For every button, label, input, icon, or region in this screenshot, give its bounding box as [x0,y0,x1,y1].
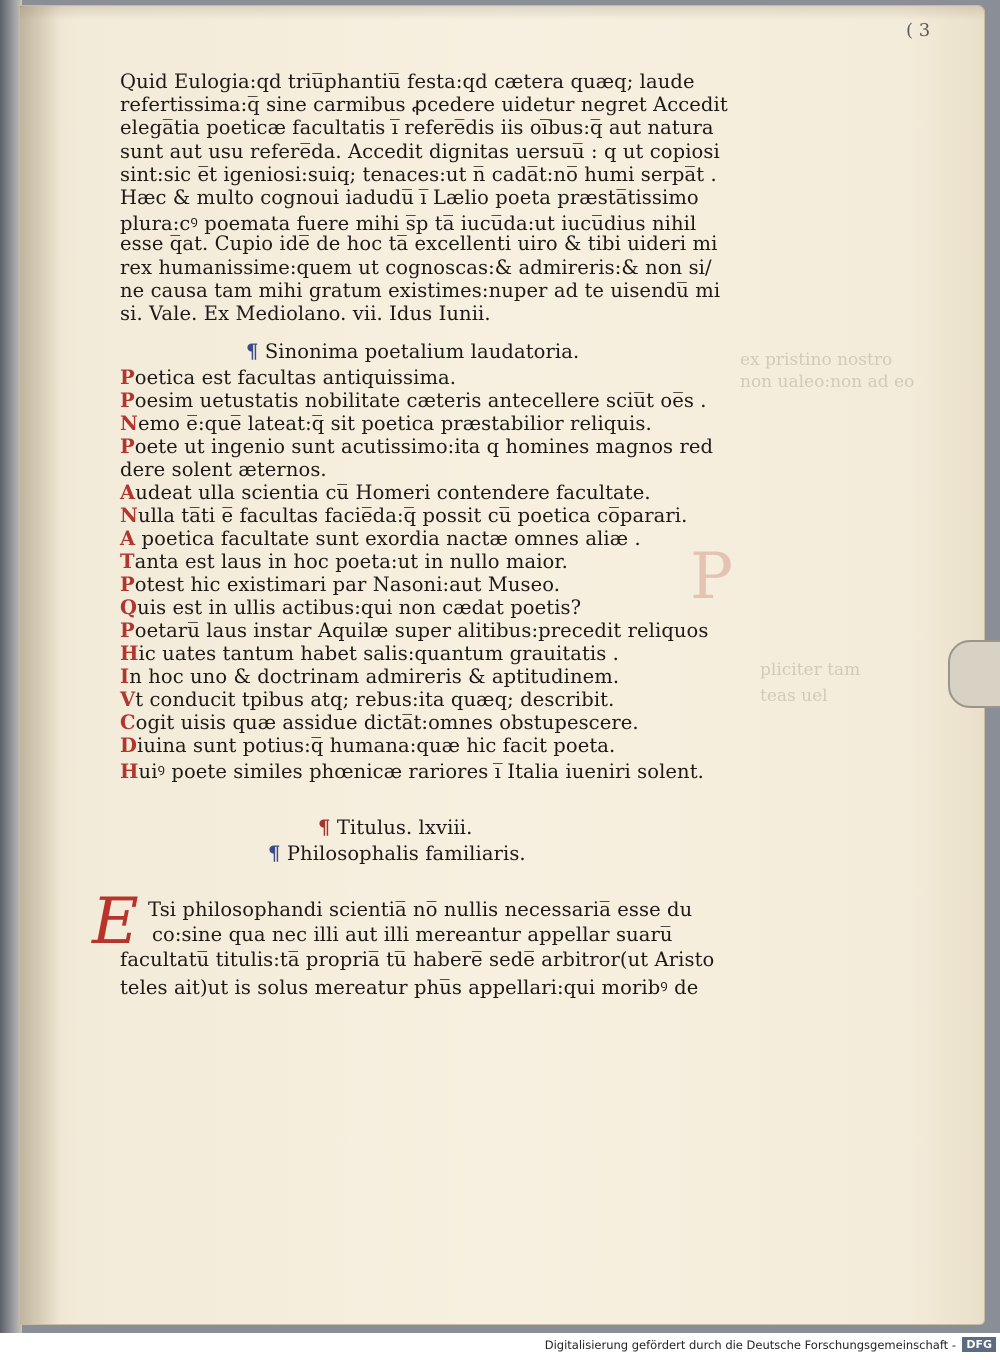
text-line: Tsi philosophandi scientia̅ no̅ nullis necessaria̅ esse du [148,898,693,921]
text-line: Potest hic existimari par Nasoni:aut Museo. [120,573,561,596]
page-tab-marker [948,640,1000,708]
text-line: A poetica facultate sunt exordia nactæ omnes aliæ . [120,527,641,550]
page-top-edge [20,6,984,20]
footer-credit: Digitalisierung gefördert durch die Deutsche Forschungsgemeinschaft - [544,1338,956,1352]
text-line: facultatu̅ titulis:ta̅ propria̅ tu̅ habere̅ sede̅ arbitror(ut Aristo [120,948,715,971]
dfg-logo: DFG [962,1337,996,1352]
text-line: Diuina sunt potius:q̅ humana:quæ hic facit poeta. [120,734,616,757]
folio-number: ( 3 [906,20,931,41]
gutter-shadow [20,6,60,1324]
text-line: Poesim uetustatis nobilitate cæteris antecellere sciu̅t oe̅s . [120,389,707,412]
text-line: ¶ Titulus. lxviii. [318,816,473,839]
text-line: Poete ut ingenio sunt acutissimo:ita q homines magnos red [120,435,714,458]
text-line: Cogit uisis quæ assidue dicta̅t:omnes obstupescere. [120,711,639,734]
text-line: ¶ Philosophalis familiaris. [268,842,526,865]
show-through-text: teas uel [760,686,828,706]
text-line: sunt aut usu refere̅da. Accedit dignitas uersuu̅ : q ut copiosi [120,139,720,163]
text-line: dere solent æternos. [120,458,327,481]
text-line: Quis est in ullis actibus:qui non cædat poetis? [120,596,582,619]
text-line: refertissima:q̅ sine carmibus ꝓcedere uidetur negret Accedit [120,93,728,117]
decorated-initial: E [92,885,139,959]
text-line: elega̅tia poeticæ facultatis i̅ refere̅dis iis oi̅bus:q̅ aut natura [120,116,714,140]
text-line: Huiꝰ poete similes phœnicæ rariores i̅ Italia iueniri solent. [120,760,704,783]
show-through-text: pliciter tam [760,660,861,680]
text-line: Tanta est laus in hoc poeta:ut in nullo maior. [120,550,568,573]
book-left-edge [0,0,22,1333]
text-line: ¶ Sinonima poetalium laudatoria. [246,340,580,363]
text-line: Poetica est facultas antiquissima. [120,366,457,389]
text-line: plura:cꝰ poemata fuere mihi s̅p ta̅ iucu̅da:ut iucu̅dius nihil [120,212,697,236]
text-line: teles ait)ut is solus mereatur phu̅s appellari:qui moribꝰ de [120,976,699,999]
text-line: ne causa tam mihi gratum existimes:nuper ad te uisendu̅ mi [120,278,721,302]
text-line: si. Vale. Ex Mediolano. vii. Idus Iunii. [120,302,491,325]
text-line: Nulla ta̅ti e̅ facultas facie̅da:q̅ possit cu̅ poetica co̅parari. [120,504,688,527]
text-line: Audeat ulla scientia cu̅ Homeri contendere facultate. [120,481,651,504]
show-through-initial: P [690,540,734,614]
text-line: Vt conducit tpibus atq; rebus:ita quæq; describit. [120,688,615,711]
text-line: Poetaru̅ laus instar Aquilæ super alitibus:precedit reliquos [120,619,709,642]
text-line: Nemo e̅:que̅ lateat:q̅ sit poetica præstabilior reliquis. [120,412,652,435]
text-line: Hæc & multo cognoui iadudu̅ i̅ Lælio poeta præsta̅tissimo [120,186,699,209]
text-line: Quid Eulogia:qd triu̅phantiu̅ festa:qd cætera quæq; laude [120,70,695,93]
text-line: esse q̅at. Cupio ide̅ de hoc ta̅ excellenti uiro & tibi uideri mi [120,232,718,256]
text-line: In hoc uno & doctrinam admireris & aptitudinem. [120,665,620,688]
text-line: rex humanissime:quem ut cognoscas:& admireris:& non si/ [120,255,712,279]
text-line: sint:sic e̅t igeniosi:suiq; tenaces:ut n̅ cada̅t:no̅ humi serpa̅t . [120,162,717,186]
show-through-text: non ualeo:non ad eo [740,372,915,392]
show-through-text: ex pristino nostro [740,350,893,370]
text-line: Hic uates tantum habet salis:quantum grauitatis . [120,642,619,665]
text-line: co:sine qua nec illi aut illi mereantur appellar suaru̅ [152,923,673,946]
